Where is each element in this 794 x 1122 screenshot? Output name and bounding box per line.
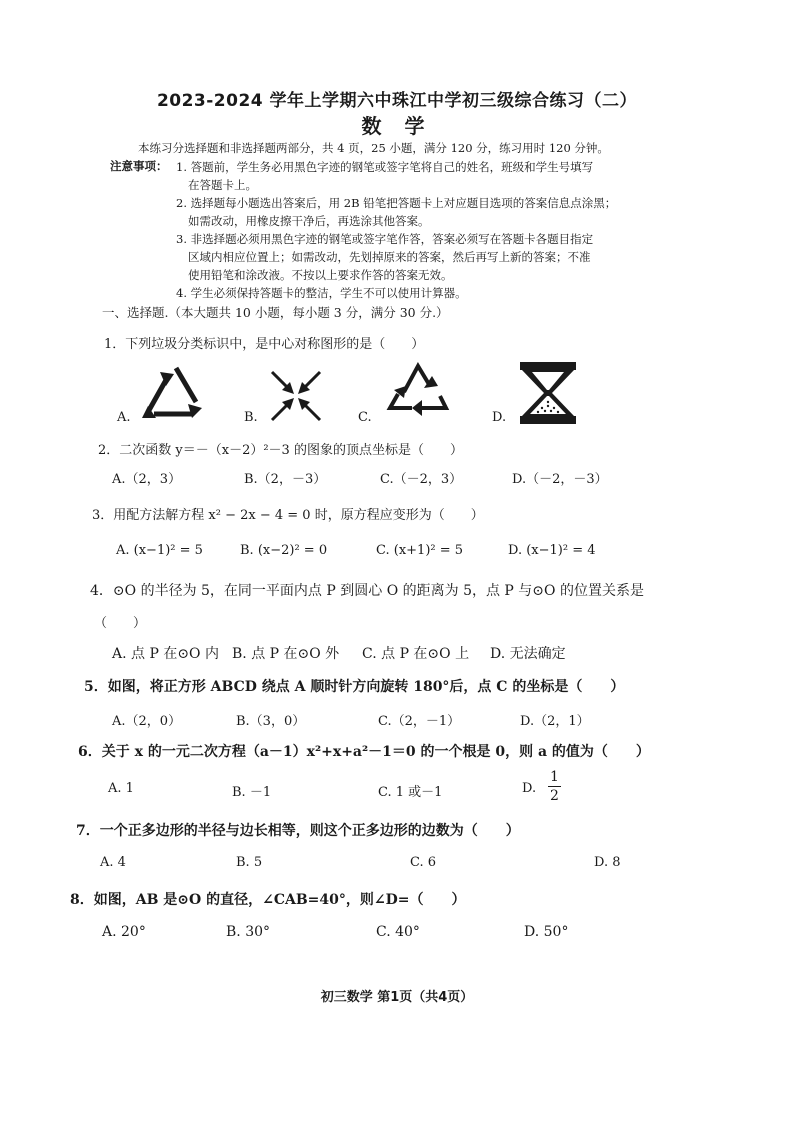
q1-option-a-label: A. xyxy=(117,410,131,425)
note-number: 3. xyxy=(176,232,187,246)
q6-option-b: B. －1 xyxy=(232,785,272,800)
q2-option-d: D.（－2，－3） xyxy=(512,472,608,487)
q5-option-a: A.（2，0） xyxy=(112,714,182,729)
q4-option-a: A. 点 P 在⊙O 内 xyxy=(112,646,219,662)
q3-option-b: B. (x−2)² = 0 xyxy=(240,543,328,558)
q6-option-d: D. xyxy=(522,781,537,796)
question-4-stem-continued: （ ） xyxy=(94,616,147,631)
q7-option-c: C. 6 xyxy=(410,855,437,870)
q6-option-c: C. 1 或－1 xyxy=(378,785,443,800)
q6-option-a: A. 1 xyxy=(108,781,134,796)
question-4-stem: 4．⊙O 的半径为 5，在同一平面内点 P 到圆心 O 的距离为 5，点 P 与⊙O 的位置关系是 xyxy=(90,583,644,599)
page-title: 2023-2024 学年上学期六中珠江中学初三级综合练习（二） xyxy=(156,91,638,111)
note-number: 1. xyxy=(176,160,187,174)
intro-text: 本练习分选择题和非选择题两部分，共 4 页，25 小题，满分 120 分，练习用时 120 分钟。 xyxy=(138,141,609,155)
question-7-stem: 7．一个正多边形的半径与边长相等，则这个正多边形的边数为（ ） xyxy=(76,823,520,839)
note-number: 4. xyxy=(176,286,187,300)
page-footer: 初三数学 第1页（共4页） xyxy=(320,990,474,1005)
q2-option-a: A.（2，3） xyxy=(112,472,182,487)
section-heading: 一、选择题.（本大题共 10 小题，每小题 3 分，满分 30 分.） xyxy=(102,305,449,320)
note-line: 非选择题必须用黑色字迹的钢笔或签字笔作答，答案必须写在答题卡各题目指定 xyxy=(190,232,594,246)
q5-option-d: D.（2，1） xyxy=(520,714,590,729)
q4-option-c: C. 点 P 在⊙O 上 xyxy=(362,646,470,662)
note-line: 如需改动，用橡皮擦干净后，再选涂其他答案。 xyxy=(188,214,430,228)
question-2-stem: 2．二次函数 y＝－（x－2）²－3 的图象的顶点坐标是（ ） xyxy=(98,443,463,458)
question-5-stem: 5．如图，将正方形 ABCD 绕点 A 顺时针方向旋转 180°后，点 C 的坐标是（ ） xyxy=(84,679,625,695)
q7-option-b: B. 5 xyxy=(236,855,263,870)
q5-option-c: C.（2，－1） xyxy=(378,714,461,729)
q3-option-c: C. (x+1)² = 5 xyxy=(376,543,464,558)
question-3-stem: 3．用配方法解方程 x² − 2x − 4 = 0 时，原方程应变形为（ ） xyxy=(92,508,484,523)
q2-option-c: C.（－2，3） xyxy=(380,472,463,487)
fraction-numerator: 1 xyxy=(550,769,559,785)
recycle-triangle-icon xyxy=(140,362,206,420)
q2-option-b: B.（2，－3） xyxy=(244,472,327,487)
note-line: 答题前，学生务必用黑色字迹的钢笔或签字笔将自己的姓名，班级和学生号填写 xyxy=(190,160,594,174)
note-line: 区域内相应位置上；如需改动，先划掉原来的答案，然后再写上新的答案；不准 xyxy=(188,250,591,264)
fraction-denominator: 2 xyxy=(550,788,559,804)
subject-title: 数 学 xyxy=(361,114,433,138)
note-line: 在答题卡上。 xyxy=(188,178,257,192)
note-line: 使用铅笔和涂改液。不按以上要求作答的答案无效。 xyxy=(188,268,453,282)
four-arrows-inward-icon xyxy=(268,368,324,424)
q8-option-a: A. 20° xyxy=(102,924,146,940)
note-line: 选择题每小题选出答案后，用 2B 铅笔把答题卡上对应题目选项的答案信息点涂黑； xyxy=(190,196,617,210)
hourglass-icon xyxy=(518,360,578,426)
q3-option-d: D. (x−1)² = 4 xyxy=(508,543,596,558)
notes-label: 注意事项： xyxy=(110,159,168,173)
q1-option-d-label: D. xyxy=(492,410,507,425)
q4-option-b: B. 点 P 在⊙O 外 xyxy=(232,646,340,662)
note-number: 2. xyxy=(176,196,187,210)
note-3 xyxy=(176,230,646,284)
note-line: 学生必须保持答题卡的整洁，学生不可以使用计算器。 xyxy=(190,286,467,300)
question-8-stem: 8．如图，AB 是⊙O 的直径，∠CAB=40°，则∠D=（ ） xyxy=(70,892,466,908)
note-1 xyxy=(176,158,646,194)
q1-option-c-label: C. xyxy=(358,410,372,425)
q3-option-a: A. (x−1)² = 5 xyxy=(116,543,203,558)
q7-option-d: D. 8 xyxy=(594,855,621,870)
q7-option-a: A. 4 xyxy=(100,855,126,870)
note-2 xyxy=(176,194,646,230)
q8-option-d: D. 50° xyxy=(524,924,569,940)
q5-option-b: B.（3，0） xyxy=(236,714,306,729)
question-6-stem: 6．关于 x 的一元二次方程（a－1）x²+x+a²－1＝0 的一个根是 0，则 a 的值为（ ） xyxy=(78,744,650,760)
q1-option-b-label: B. xyxy=(244,410,258,425)
recycle-arrows-icon xyxy=(382,356,454,422)
question-1-stem: 1．下列垃圾分类标识中，是中心对称图形的是（ ） xyxy=(104,337,425,352)
q8-option-c: C. 40° xyxy=(376,924,420,940)
q8-option-b: B. 30° xyxy=(226,924,271,940)
q4-option-d: D. 无法确定 xyxy=(490,646,566,662)
note-4 xyxy=(176,284,646,302)
q6-option-d-fraction xyxy=(548,768,561,805)
